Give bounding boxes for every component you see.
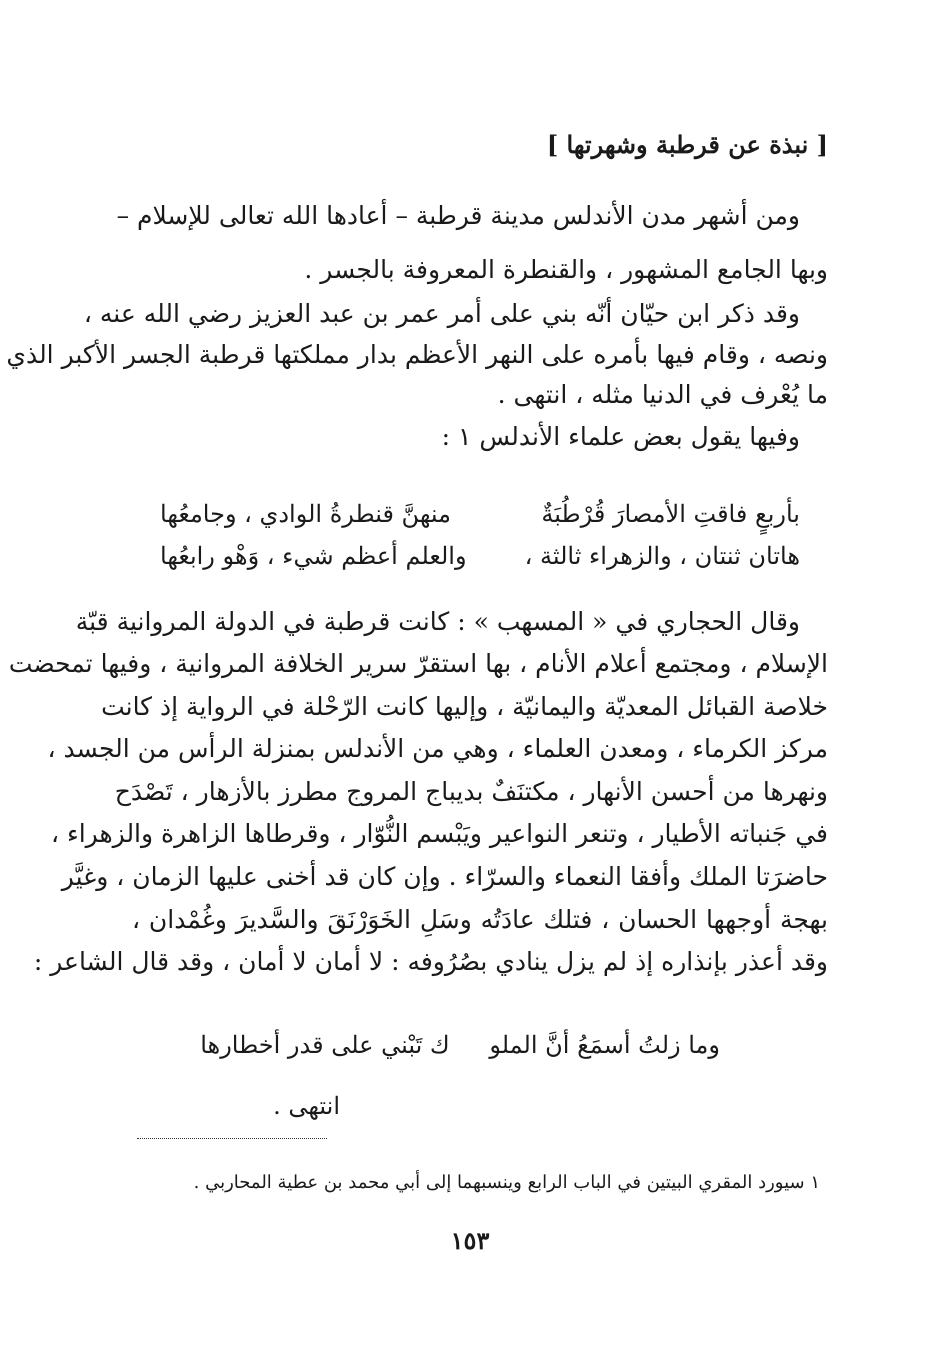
paragraph3-line-8: بهجة أوجهها الحسان ، فتلك عادَتُه وسَلِ الخَوَرْنَقَ والسَّديرَ وغُمْدان ، <box>132 905 828 934</box>
paragraph3-line-9: وقد أعذر بإنذاره إذ لم يزل ينادي بصُرُوفه : لا أمان لا أمان ، وقد قال الشاعر : <box>33 947 828 976</box>
paragraph1-line-2: وبها الجامع المشهور ، والقنطرة المعروفة بالجسر . <box>304 255 828 284</box>
footnote: ١ سيورد المقري البيتين في الباب الرابع وينسبهما إلى أبي محمد بن عطية المحاربي . <box>193 1172 820 1193</box>
paragraph3-line-5: ونهرها من أحسن الأنهار ، مكتنَفٌ بديباج المروج مطرز بالأزهار ، تَصْدَح <box>114 777 828 806</box>
footnote-separator <box>137 1138 327 1139</box>
paragraph2-line-2: ونصه ، وقام فيها بأمره على النهر الأعظم بدار مملكتها قرطبة الجسر الأكبر الذي <box>6 340 828 369</box>
verse1-line-1-second-hemistich: منهنَّ قنطرةُ الوادي ، وجامعُها <box>160 500 451 528</box>
paragraph3-line-4: مركز الكرماء ، ومعدن العلماء ، وهي من الأندلس بمنزلة الرأس من الجسد ، <box>47 734 828 763</box>
paragraph1-line-1: ومن أشهر مدن الأندلس مدينة قرطبة – أعادها الله تعالى للإسلام – <box>116 201 800 230</box>
paragraph3-line-2: الإسلام ، ومجتمع أعلام الأنام ، بها استقرّ سرير الخلافة المروانية ، وفيها تمحضت <box>8 649 828 678</box>
verse2-line <box>200 1027 720 1063</box>
closing-text: انتهى . <box>273 1092 340 1120</box>
paragraph3-line-1: وقال الحجاري في « المسهب » : كانت قرطبة في الدولة المروانية قبّة <box>75 607 800 636</box>
verse1-line-1-first-hemistich: بأربعٍ فاقتِ الأمصارَ قُرْطُبَةٌ <box>541 500 800 528</box>
paragraph3-line-3: خلاصة القبائل المعديّة واليمانيّة ، وإليها كانت الرّحْلة في الرواية إذ كانت <box>101 692 828 721</box>
verse1-line-2-first-hemistich: هاتان ثنتان ، والزهراء ثالثة ، <box>524 542 800 570</box>
paragraph2-line-3: ما يُعْرف في الدنيا مثله ، انتهى . <box>497 380 828 409</box>
paragraph3-line-6: في جَنباته الأطيار ، وتنعر النواعير ويَبْسم النُّوّار ، وقرطاها الزاهرة والزهراء ، <box>50 819 828 848</box>
section-heading: [ نبذة عن قرطبة وشهرتها ] <box>546 130 828 159</box>
verse2-first-hemistich: وما زلتُ أسمَعُ أنَّ الملو <box>489 1031 720 1059</box>
verse1-line-2-second-hemistich: والعلم أعظم شيء ، وَهْو رابعُها <box>160 542 467 570</box>
verse-intro: وفيها يقول بعض علماء الأندلس ١ : <box>441 422 800 451</box>
paragraph2-line-1: وقد ذكر ابن حيّان أنّه بني على أمر عمر بن عبد العزيز رضي الله عنه ، <box>83 299 800 328</box>
paragraph3-line-7: حاضرَتا الملك وأفقا النعماء والسرّاء . وإن كان قد أخنى عليها الزمان ، وغيَّر <box>61 862 828 891</box>
verse2-second-hemistich: ك تَبْني على قدر أخطارها <box>200 1031 450 1059</box>
page-number: ١٥٣ <box>450 1226 490 1255</box>
